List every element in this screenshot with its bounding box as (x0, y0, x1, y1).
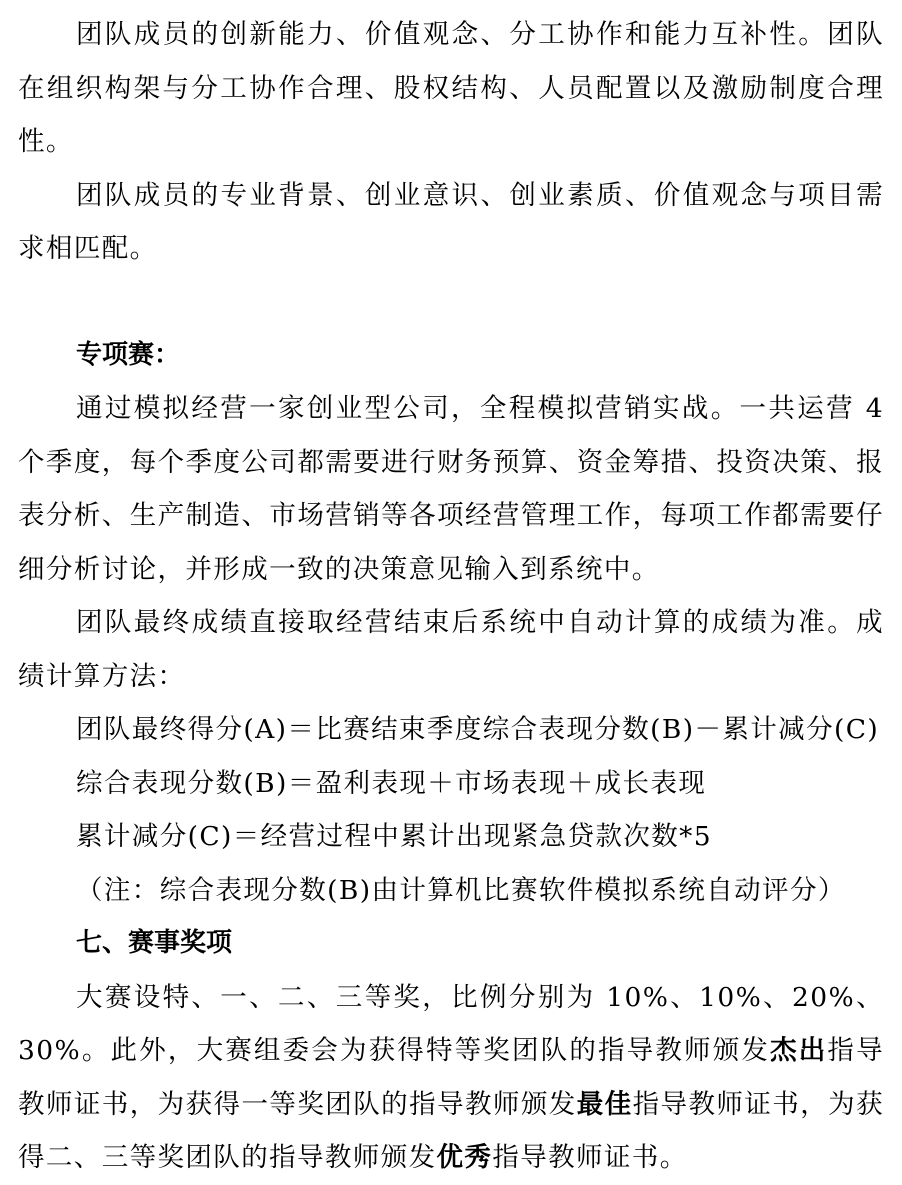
formula-final-score: 团队最终得分(A)＝比赛结束季度综合表现分数(B)－累计减分(C) (76, 714, 880, 745)
award-excellent-label: 优秀 (436, 1142, 493, 1173)
awards-text-2: 指导教师证书，为获得一等奖团队的指导教师颁发 (18, 1035, 884, 1120)
special-paragraph-2: 团队最终成绩直接取经营结束后系统中自动计算的成绩为准。成绩计算方法： (18, 607, 884, 692)
awards-text-3: 指导教师证书，为获得二、三等奖团队的指导教师颁发 (18, 1088, 884, 1173)
awards-heading: 七、赛事奖项 (76, 928, 233, 958)
section-spacer (18, 276, 884, 329)
document-page (18, 8, 884, 1185)
formula-deduction: 累计减分(C)＝经营过程中累计出现紧急贷款次数*5 (76, 821, 713, 852)
team-paragraph-2: 团队成员的专业背景、创业意识、创业素质、价值观念与项目需求相匹配。 (18, 179, 884, 264)
awards-paragraph (18, 971, 884, 1185)
scoring-note: （注：综合表现分数(B)由计算机比赛软件模拟系统自动评分） (76, 874, 846, 906)
special-paragraph-1: 通过模拟经营一家创业型公司，全程模拟营销实战。一共运营 4 个季度，每个季度公司都需要进行财务预算、资金筹措、投资决策、报表分析、生产制造、市场营销等各项经营管理工作，每项工作都需要仔细分析讨论，并形成一致的决策意见输入到系统中。 (18, 393, 884, 585)
formula-performance-score: 综合表现分数(B)＝盈利表现＋市场表现＋成长表现 (76, 767, 707, 799)
team-paragraph-1: 团队成员的创新能力、价值观念、分工协作和能力互补性。团队在组织构架与分工协作合理、股权结构、人员配置以及激励制度合理性。 (18, 19, 884, 157)
award-outstanding-label: 杰出 (770, 1035, 828, 1066)
award-best-label: 最佳 (576, 1088, 633, 1120)
awards-text-4: 指导教师证书。 (492, 1142, 688, 1173)
special-competition-heading: 专项赛： (76, 339, 181, 370)
awards-text-1: 大赛设特、一、二、三等奖，比例分别为 10%、10%、20%、30%。此外，大赛组委会为获得特等奖团队的指导教师颁发 (18, 981, 884, 1066)
